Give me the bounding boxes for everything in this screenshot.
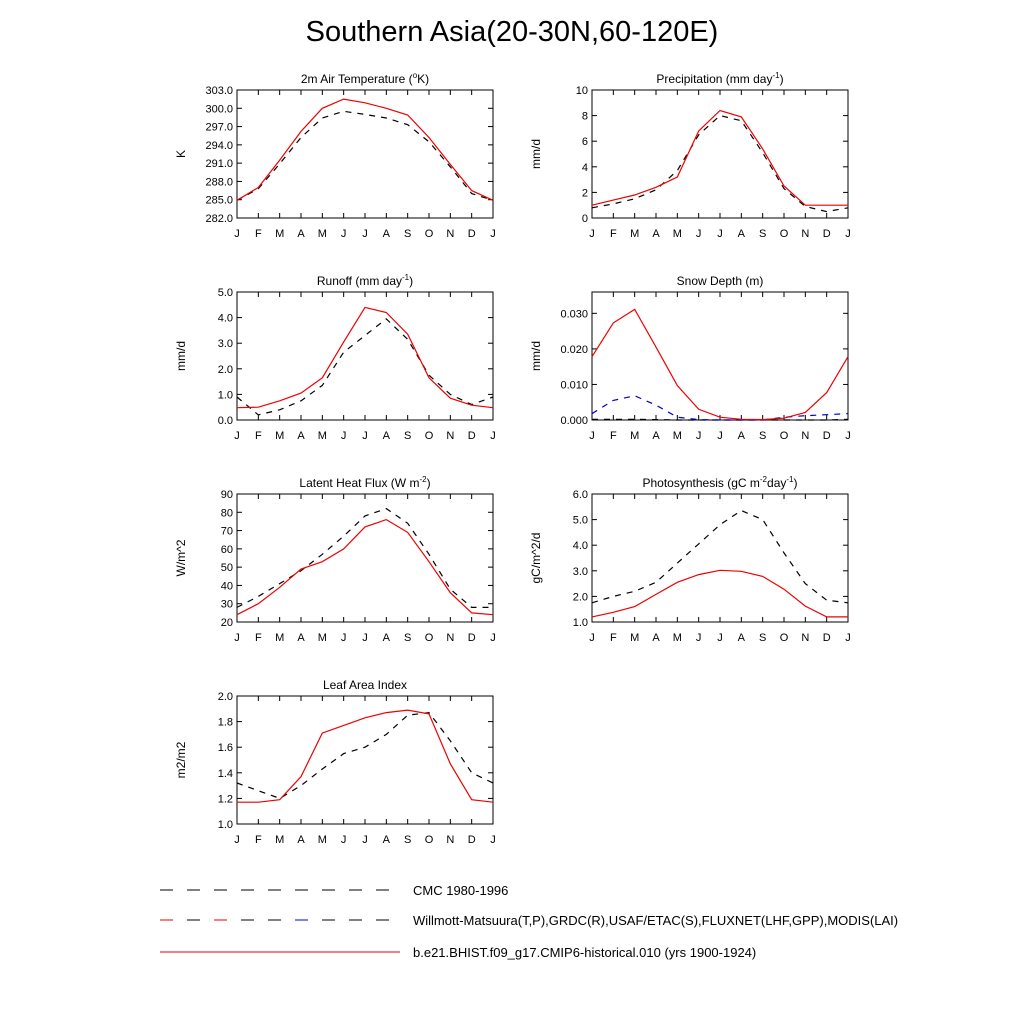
x-tick-label: A [652, 632, 660, 644]
panel-title-superscript: -1 [772, 71, 780, 80]
x-tick-label: M [672, 228, 682, 240]
plot-frame [237, 292, 493, 420]
x-tick-label: A [737, 228, 746, 240]
x-tick-label: D [467, 430, 476, 442]
panel-title-tail: ) [779, 72, 784, 86]
series-line-model [592, 309, 848, 419]
x-tick-label: A [382, 834, 391, 846]
x-tick-label: J [717, 228, 723, 240]
legend-label: Willmott-Matsuura(T,P),GRDC(R),USAF/ETAC(S),FLUXNET(LHF,GPP),MODIS(LAI) [413, 913, 899, 928]
x-tick-label: M [317, 430, 327, 442]
x-tick-label: S [403, 228, 412, 240]
panel-title-superscript: -2 [419, 475, 427, 484]
x-tick-label: D [822, 228, 831, 240]
series-line-obs [237, 111, 493, 200]
x-tick-label: J [845, 228, 851, 240]
plot-frame [592, 90, 848, 218]
x-tick-label: D [467, 632, 476, 644]
y-tick-label: 303.0 [205, 85, 233, 97]
y-tick-label: 2.0 [217, 691, 233, 703]
y-tick-label: 285.0 [205, 194, 233, 207]
panel-title-superscript: -1 [786, 475, 794, 484]
y-tick-label: 80 [220, 507, 233, 520]
x-tick-label: J [340, 430, 347, 442]
x-tick-label: J [589, 430, 595, 442]
panel-7 [174, 678, 496, 846]
x-tick-label: O [424, 632, 434, 644]
panel-title [299, 475, 430, 490]
panel-6 [529, 475, 851, 644]
panel-title-tail: day [767, 476, 787, 490]
panel-title [323, 678, 407, 692]
panel-title [301, 71, 429, 86]
panel-title-tail: ) [793, 476, 798, 490]
figure-title: Southern Asia(20-30N,60-120E) [305, 16, 719, 48]
panel-3 [174, 273, 496, 442]
x-tick-label: M [672, 632, 682, 644]
x-tick-label: J [362, 632, 368, 644]
x-tick-label: J [695, 228, 702, 240]
series-line-model [237, 520, 493, 615]
y-tick-label: 0.030 [560, 308, 588, 321]
y-tick-label: 282.0 [205, 213, 233, 225]
panel-4 [529, 274, 851, 442]
y-tick-label: 5.0 [572, 514, 588, 527]
panel-1 [174, 71, 496, 240]
y-axis-label: gC/m^2/d [529, 532, 543, 584]
x-tick-label: F [254, 228, 262, 240]
y-tick-label: 288.0 [205, 176, 233, 189]
x-tick-label: A [737, 632, 746, 644]
x-tick-label: A [297, 632, 305, 644]
x-tick-label: J [717, 632, 723, 644]
legend [160, 883, 898, 960]
x-tick-label: N [446, 632, 455, 644]
y-tick-label: 60 [220, 543, 233, 556]
x-tick-label: J [589, 228, 595, 240]
x-tick-label: J [234, 834, 240, 846]
y-tick-label: 3.0 [572, 565, 588, 578]
y-tick-label: 0.010 [560, 379, 588, 392]
x-tick-label: M [275, 430, 285, 442]
y-tick-label: 20 [220, 617, 233, 629]
y-tick-label: 1.2 [217, 793, 233, 806]
x-tick-label: A [297, 834, 305, 846]
series-line-obs [237, 509, 493, 608]
x-tick-label: S [758, 430, 767, 442]
x-tick-label: O [424, 228, 434, 240]
x-tick-label: J [490, 632, 496, 644]
y-tick-label: 1.6 [217, 742, 233, 755]
x-tick-label: O [779, 632, 789, 644]
x-tick-label: N [446, 228, 455, 240]
x-tick-label: J [234, 632, 240, 644]
x-tick-label: D [822, 430, 831, 442]
x-tick-label: M [317, 834, 327, 846]
y-axis-label: K [174, 149, 188, 159]
x-tick-label: N [801, 632, 810, 644]
y-tick-label: 10 [575, 85, 588, 97]
panel-title-tail: ) [409, 274, 414, 288]
y-tick-label: 6.0 [572, 489, 588, 501]
panel-5 [174, 475, 496, 644]
x-tick-label: F [254, 834, 262, 846]
x-tick-label: A [652, 430, 660, 442]
y-axis-label: m2/m2 [174, 741, 188, 779]
x-tick-label: J [362, 228, 368, 240]
y-tick-label: 297.0 [205, 121, 233, 134]
x-tick-label: F [609, 228, 617, 240]
panel-title-main: Runoff (mm day [316, 274, 403, 288]
y-tick-label: 2.0 [217, 363, 233, 376]
y-tick-label: 1.8 [217, 716, 233, 729]
x-tick-label: J [340, 228, 347, 240]
x-tick-label: S [758, 228, 767, 240]
x-tick-label: J [340, 834, 347, 846]
x-tick-label: D [467, 834, 476, 846]
series-line-model [592, 111, 848, 206]
legend-label: b.e21.BHIST.f09_g17.CMIP6-historical.010 (yrs 1900-1924) [413, 945, 757, 960]
y-tick-label: 2 [581, 187, 588, 200]
x-tick-label: O [424, 430, 434, 442]
x-tick-label: J [362, 834, 368, 846]
series-line-obs [237, 319, 493, 415]
y-tick-label: 0.000 [560, 415, 588, 427]
x-tick-label: J [490, 430, 496, 442]
panel-title [677, 274, 764, 288]
series-line-model [592, 570, 848, 617]
y-axis-label: W/m^2 [174, 539, 188, 577]
plot-frame [237, 494, 493, 622]
x-tick-label: A [737, 430, 746, 442]
x-tick-label: J [362, 430, 368, 442]
y-tick-label: 1.0 [572, 617, 588, 629]
series-line-model [237, 710, 493, 802]
x-tick-label: N [446, 430, 455, 442]
y-tick-label: 8 [581, 110, 588, 123]
series-line-obs [237, 713, 493, 799]
y-tick-label: 90 [220, 489, 233, 501]
panel-2 [529, 71, 851, 240]
y-tick-label: 1.0 [217, 389, 233, 402]
x-tick-label: O [779, 228, 789, 240]
x-tick-label: F [609, 430, 617, 442]
x-tick-label: F [254, 430, 262, 442]
y-tick-label: 5.0 [217, 287, 233, 299]
y-tick-label: 3.0 [217, 338, 233, 351]
x-tick-label: J [717, 430, 723, 442]
x-tick-label: M [672, 430, 682, 442]
x-tick-label: J [845, 632, 851, 644]
x-tick-label: M [630, 632, 640, 644]
x-tick-label: M [630, 430, 640, 442]
x-tick-label: A [297, 228, 305, 240]
y-tick-label: 70 [220, 525, 233, 538]
panel-title [643, 475, 798, 490]
y-tick-label: 0.0 [217, 415, 233, 427]
y-tick-label: 291.0 [205, 158, 233, 171]
x-tick-label: J [234, 430, 240, 442]
x-tick-label: S [403, 834, 412, 846]
y-tick-label: 4.0 [572, 540, 588, 553]
x-tick-label: J [490, 834, 496, 846]
plot-frame [237, 90, 493, 218]
panel-title-main: Snow Depth (m) [676, 274, 764, 288]
y-tick-label: 4 [581, 161, 588, 174]
y-axis-label: mm/d [529, 341, 543, 371]
panel-title-superscript: -2 [759, 475, 768, 484]
x-tick-label: M [317, 632, 327, 644]
series-line-obs [592, 116, 848, 212]
x-tick-label: A [382, 430, 391, 442]
y-tick-label: 0.020 [560, 343, 588, 356]
x-tick-label: M [275, 632, 285, 644]
panel-title-main: Latent Heat Flux (W m [299, 476, 420, 490]
x-tick-label: M [317, 228, 327, 240]
plot-frame [592, 292, 848, 420]
y-tick-label: 1.0 [217, 819, 233, 831]
y-axis-label: mm/d [174, 341, 188, 371]
x-tick-label: O [779, 430, 789, 442]
x-tick-label: J [589, 632, 595, 644]
y-tick-label: 6 [581, 136, 588, 149]
y-tick-label: 300.0 [205, 103, 233, 116]
x-tick-label: J [234, 228, 240, 240]
y-tick-label: 4.0 [217, 312, 233, 325]
series-line-model [237, 99, 493, 200]
panel-title-main: Photosynthesis (gC m [642, 476, 760, 490]
y-tick-label: 2.0 [572, 591, 588, 604]
panel-title-superscript: o [412, 71, 418, 80]
x-tick-label: A [382, 632, 391, 644]
series-line-model [237, 307, 493, 407]
x-tick-label: A [382, 228, 391, 240]
y-tick-label: 40 [220, 580, 233, 593]
x-tick-label: M [275, 228, 285, 240]
x-tick-label: J [490, 228, 496, 240]
x-tick-label: N [801, 228, 810, 240]
x-tick-label: N [801, 430, 810, 442]
x-tick-label: D [822, 632, 831, 644]
panel-title-superscript: -1 [402, 273, 410, 282]
x-tick-label: J [695, 430, 702, 442]
x-tick-label: S [758, 632, 767, 644]
panel-title-main: 2m Air Temperature ( [300, 72, 413, 86]
series-line-obs [592, 511, 848, 603]
x-tick-label: J [695, 632, 702, 644]
x-tick-label: F [254, 632, 262, 644]
x-tick-label: S [403, 430, 412, 442]
x-tick-label: M [630, 228, 640, 240]
legend-label: CMC 1980-1996 [413, 883, 509, 898]
panel-title-tail: K) [417, 72, 430, 86]
x-tick-label: D [467, 228, 476, 240]
x-tick-label: M [275, 834, 285, 846]
y-tick-label: 50 [220, 562, 233, 575]
y-tick-label: 0 [581, 213, 588, 225]
panel-title-main: Precipitation (mm day [656, 72, 773, 86]
y-tick-label: 294.0 [205, 139, 233, 152]
y-tick-label: 1.4 [217, 767, 233, 780]
panel-title [656, 71, 783, 86]
x-tick-label: A [297, 430, 305, 442]
x-tick-label: S [403, 632, 412, 644]
x-tick-label: J [845, 430, 851, 442]
x-tick-label: J [340, 632, 347, 644]
panel-title-tail: ) [426, 476, 431, 490]
panel-title [317, 273, 413, 288]
panel-title-main: Leaf Area Index [322, 678, 408, 692]
plot-frame [237, 696, 493, 824]
y-axis-label: mm/d [529, 139, 543, 169]
x-tick-label: O [424, 834, 434, 846]
y-tick-label: 30 [220, 598, 233, 611]
x-tick-label: F [609, 632, 617, 644]
plot-frame [592, 494, 848, 622]
x-tick-label: N [446, 834, 455, 846]
x-tick-label: A [652, 228, 660, 240]
